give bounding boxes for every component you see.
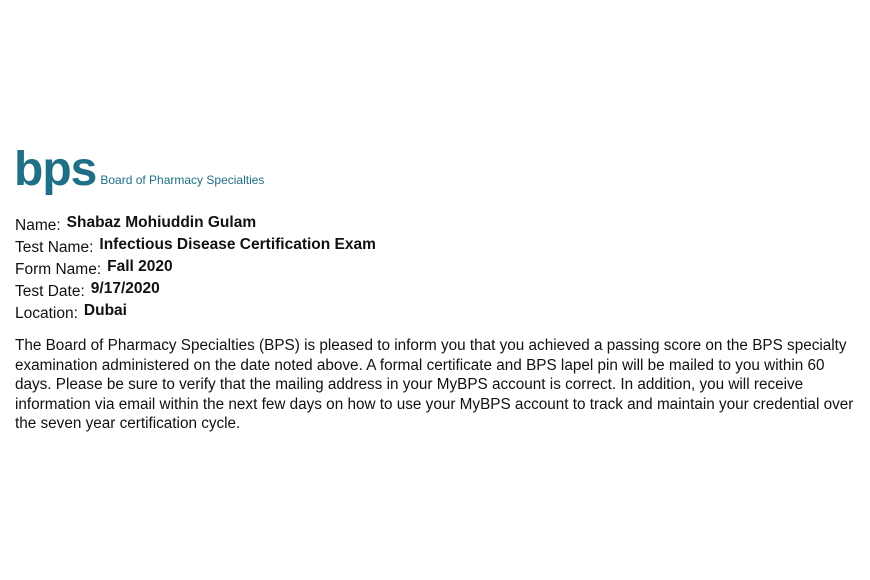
- field-row-form-name: [15, 259, 376, 281]
- candidate-details: [15, 215, 376, 325]
- field-label: Location:: [15, 305, 78, 322]
- field-value: Infectious Disease Certification Exam: [99, 236, 376, 253]
- result-notice-paragraph: The Board of Pharmacy Specialties (BPS) is pleased to inform you that you achieved a passing score on the BPS specialty examination administered on the date noted above. A formal certificate and BPS lapel pin will be mailed to you within 60 days. Please be sure to verify that the mailing address in your MyBPS account is correct. In addition, you will receive information via email within the next few days on how to use your MyBPS account to track and maintain your credential over the seven year certification cycle.: [15, 337, 854, 433]
- field-label: Test Date:: [15, 283, 85, 300]
- logo-organization-name: Board of Pharmacy Specialties: [100, 173, 265, 187]
- field-label: Name:: [15, 217, 61, 234]
- field-value: Fall 2020: [107, 258, 173, 275]
- logo-mark: bps: [14, 143, 97, 196]
- field-row-test-date: [15, 281, 376, 303]
- field-row-name: [15, 215, 376, 237]
- field-value: Shabaz Mohiuddin Gulam: [66, 214, 257, 231]
- field-label: Form Name:: [15, 261, 102, 278]
- field-label: Test Name:: [15, 239, 94, 256]
- field-value: Dubai: [83, 302, 127, 319]
- field-row-test-name: [15, 237, 376, 259]
- field-value: 9/17/2020: [90, 280, 160, 297]
- field-row-location: [15, 303, 376, 325]
- bps-logo: [14, 143, 265, 196]
